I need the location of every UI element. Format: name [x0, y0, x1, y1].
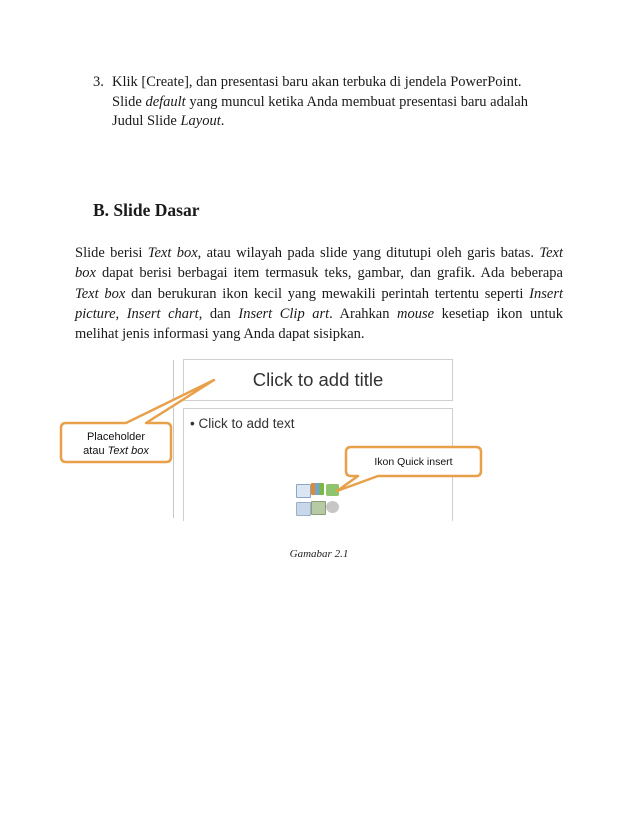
- callout-right-outline: [337, 447, 481, 491]
- list-line-1: Klik [Create], dan presentasi baru akan terbuka di jendela PowerPoint.: [112, 74, 522, 90]
- bullet-icon: •: [190, 416, 195, 431]
- content-placeholder-text: Click to add text: [198, 416, 295, 431]
- callout-right-text: Ikon Quick insert: [374, 456, 453, 468]
- title-placeholder-text: Click to add title: [252, 369, 384, 390]
- list-line-2: Slide default yang muncul ketika Anda membuat presentasi baru adalah: [112, 93, 528, 110]
- body-paragraph: Slide berisi Text box, atau wilayah pada slide yang ditutupi oleh garis batas. Text box dapat berisi berbagai item termasuk teks, gambar, dan grafik. Ada beberapa Text box dan berukuran ikon kecil yang mewakili perintah tertentu seperti Insert picture, Insert chart, dan Insert Clip art. Arahkan mouse kesetiap ikon untuk melihat jenis informasi yang Anda dapat sisipkan.: [75, 245, 564, 343]
- list-number: 3.: [93, 74, 104, 90]
- list-line-3: Judul Slide Layout.: [112, 113, 225, 129]
- section-heading: B. Slide Dasar: [93, 200, 200, 220]
- callout-left-line1: Placeholder: [86, 431, 146, 443]
- figure-caption: Gamabar 2.1: [289, 548, 349, 560]
- callout-left-text: [63, 430, 169, 458]
- callout-left-line2: atau Text box: [83, 445, 149, 457]
